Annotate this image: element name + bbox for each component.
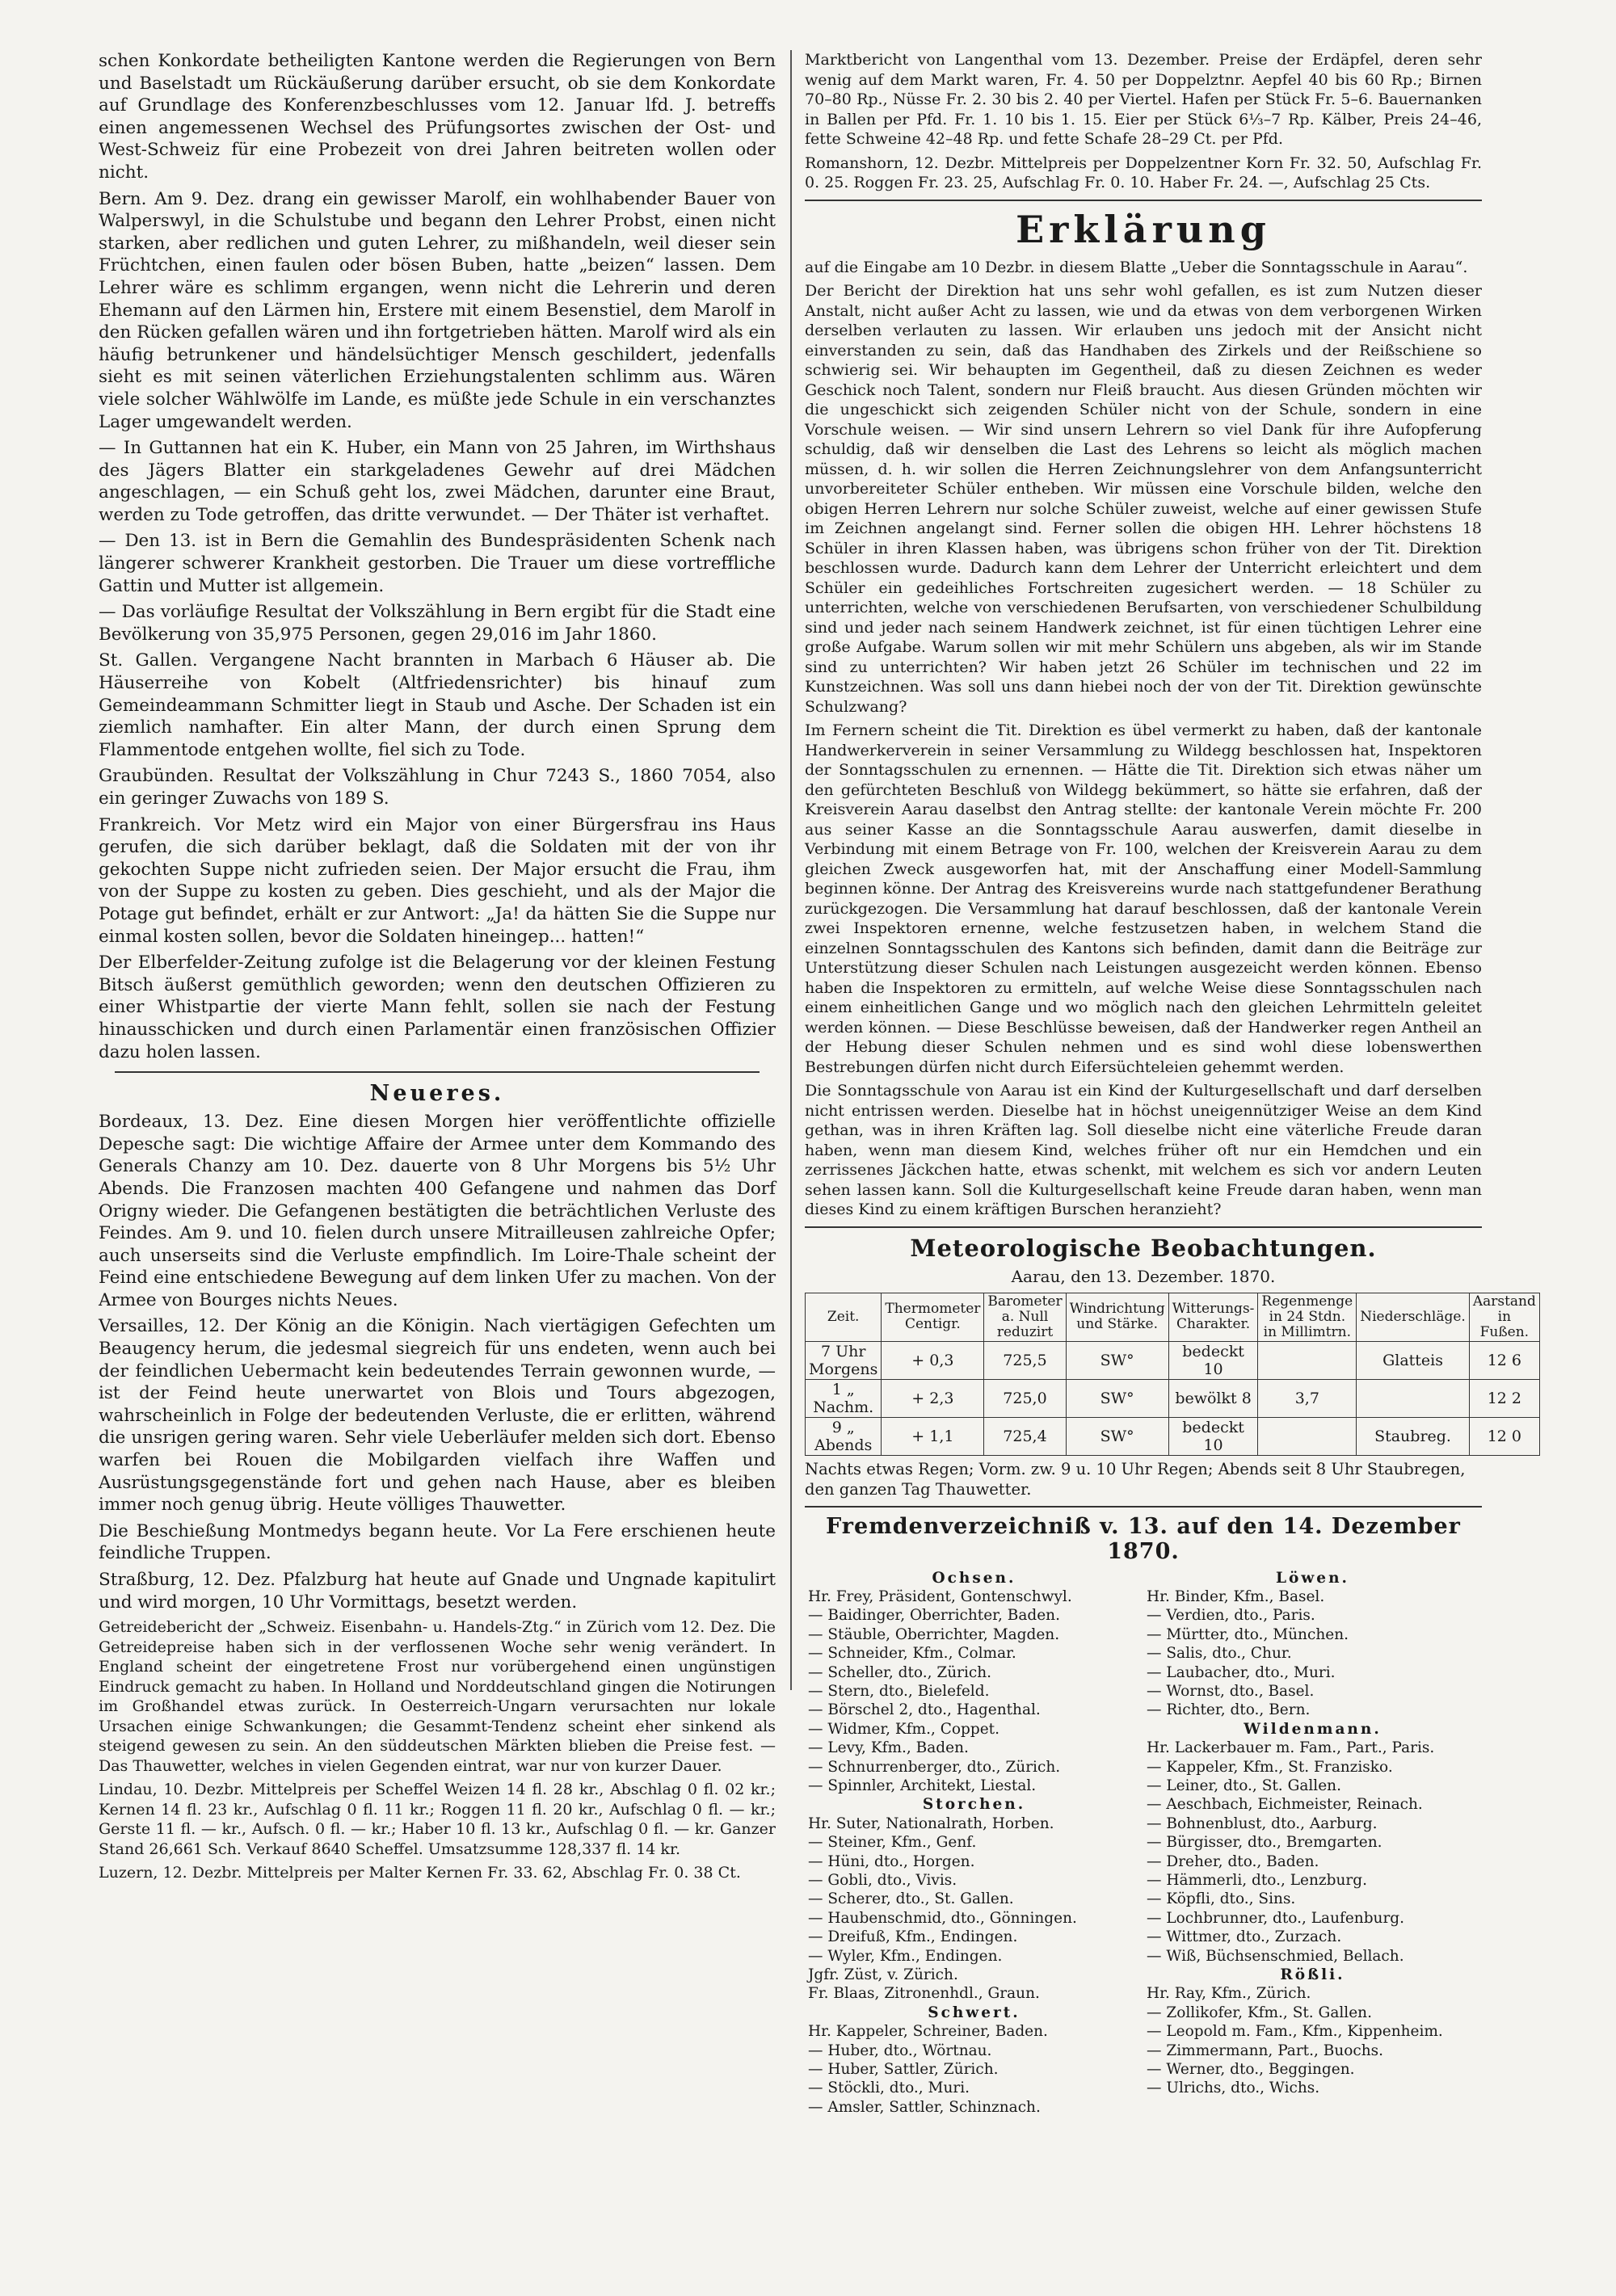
meteorology-table-body	[806, 1341, 1540, 1455]
table-cell	[1258, 1341, 1357, 1379]
guest-entry: — Wyler, Kfm., Endingen.	[808, 1947, 1003, 1965]
guest-entry: — Levy, Kfm., Baden.	[808, 1739, 969, 1757]
hotel-name: Rößli.	[1280, 1966, 1345, 1984]
paragraph: Straßburg, 12. Dez. Pfalzburg hat heute auf Gnade und Ungnade kapitulirt und wird morgen, 10 Uhr Vormittags, besetzt werden.	[99, 1570, 776, 1613]
guest-entry: — Scherer, dto., St. Gallen.	[808, 1890, 1014, 1908]
table-row	[806, 1379, 1540, 1417]
paragraph: auf die Eingabe am 10 Dezbr. in diesem Blatte „Ueber die Sonntagsschule in Aarau“.	[805, 258, 1468, 276]
paragraph: — Das vorläufige Resultat der Volkszählung in Bern ergibt für die Stadt eine Bevölkerung von 35,975 Personen, gegen 29,016 im Jahr 1860.	[99, 602, 776, 645]
guest-entry: — Börschel 2, dto., Hagenthal.	[808, 1701, 1041, 1719]
paragraph: Luzern, 12. Dezbr. Mittelpreis per Malter Kernen Fr. 33. 62, Abschlag Fr. 0. 38 Ct.	[99, 1864, 741, 1882]
paragraph: — Den 13. ist in Bern die Gemahlin des Bundespräsidenten Schenk nach längerer schwerer Krankheit gestorben. Die Trauer um diese vortreffliche Gattin und Mutter ist allgemein.	[99, 531, 776, 596]
meteorology-note: Nachts etwas Regen; Vorm. zw. 9 u. 10 Uhr Regen; Abends seit 8 Uhr Staubregen, den ganzen Tag Thauwetter.	[805, 1459, 1466, 1499]
table-header-cell: Barometer a. Null reduzirt	[984, 1293, 1066, 1341]
divider	[115, 1071, 760, 1073]
guest-entry: — Stern, dto., Bielefeld.	[808, 1682, 990, 1700]
paragraph: Graubünden. Resultat der Volkszählung in Chur 7243 S., 1860 7054, also ein geringer Zuwachs von 189 S.	[99, 766, 776, 809]
meteorology-subheading: Aarau, den 13. Dezember. 1870.	[1011, 1266, 1276, 1286]
guest-entry: Jgfr. Züst, v. Zürich.	[808, 1966, 958, 1984]
paragraph: Bern. Am 9. Dez. drang ein gewisser Marolf, ein wohlhabender Bauer von Walperswyl, in die Schulstube und begann den Lehrer Probst, einen nicht starken, aber redlichen und guten Lehrer, zu mißhandeln, weil dieser sein Früchtchen, einen faulen oder bösen Buben, hatte „beizen“ lassen. Dem Lehrer wäre es schlimm ergangen, wenn nicht die Lehrerin und deren Ehemann auf den Lärmen hin, Erstere mit einem Besenstiel, dem Marolf in den Rücken gefallen wären und ihn fortgetrieben hätten. Marolf wird als ein häufig betrunkener und händelsüchtiger Mensch geschildert, jedenfalls sieht es mit seinen väterlichen Erziehungstalenten schlimm aus. Wären viele solcher Wählwölfe im Lande, es müßte jede Schule in ein verschanztes Lager umgewandelt werden.	[99, 188, 776, 432]
hotel-name: Ochsen.	[932, 1569, 1016, 1587]
guest-entry: — Laubacher, dto., Muri.	[1147, 1663, 1336, 1681]
guest-entry: — Amsler, Sattler, Schinznach.	[808, 2098, 1041, 2116]
hotel-name: Wildenmann.	[1244, 1720, 1382, 1738]
paragraph: Frankreich. Vor Metz wird ein Major von einer Bürgersfrau ins Haus gerufen, die sich darüber beklagt, daß die Soldaten mit der von ihr gekochten Suppe nicht zufrieden seien. Der Major ersucht die Frau, ihm von der Suppe zu kosten zu geben. Dies geschieht, und als der Major die Potage gut befindet, erhält er zur Antwort: „Ja! da hätten Sie die Suppe nur einmal kosten sollen, bevor die Soldaten hineingep... hatten!“	[99, 814, 776, 947]
guest-entry: Hr. Suter, Nationalrath, Horben.	[808, 1815, 1054, 1832]
table-header-cell: Regenmenge in 24 Stdn. in Millimtrn.	[1258, 1293, 1357, 1341]
table-header-cell: Aarstand in Fußen.	[1469, 1293, 1539, 1341]
market-report-paragraphs	[99, 1617, 776, 1883]
table-cell: 1 „ Nachm.	[806, 1379, 882, 1417]
guest-entry: — Schneider, Kfm., Colmar.	[808, 1645, 1016, 1663]
guest-entry: — Stöckli, dto., Muri.	[808, 2079, 970, 2097]
meteorology-heading: Meteorologische Beobachtungen.	[910, 1234, 1377, 1262]
guest-entry: — Salis, dto., Chur.	[1147, 1645, 1292, 1663]
table-cell	[1357, 1379, 1470, 1417]
guest-entry: — Lochbrunner, dto., Laufenburg.	[1147, 1909, 1405, 1927]
paragraph: Versailles, 12. Der König an die Königin. Nach viertägigen Gefechten um Beaugency herum, die jedesmal siegreich für uns endeten, wenn auch bei der feindlichen Uebermacht kein bedeutendes Terrain gewonnen wurde, — ist der Feind heute unerwartet von Blois und Tours abgezogen, wahrscheinlich in Folge der bedeutenden Verluste, die er erlitten, während die unsrigen gering waren. Sehr viele Ueberläufer melden sich dort. Ebenso warfen bei Rouen die Mobilgarden vielfach ihre Waffen und Ausrüstungsgegenstände fort und gehen nach Hause, aber es bleiben immer noch genug übrig. Heute völliges Thauwetter.	[99, 1316, 776, 1516]
table-cell: 3,7	[1258, 1379, 1357, 1417]
guest-entry: — Gobli, dto., Vivis.	[808, 1872, 957, 1889]
divider	[805, 1506, 1482, 1508]
table-cell: 12 0	[1469, 1417, 1539, 1455]
right-column	[805, 50, 1536, 2116]
table-header-cell: Witterungs-Charakter.	[1168, 1293, 1258, 1341]
guest-entry: — Hämmerli, dto., Lenzburg.	[1147, 1872, 1367, 1889]
table-cell: 725,4	[984, 1417, 1066, 1455]
paragraph: — In Guttannen hat ein K. Huber, ein Mann von 25 Jahren, im Wirthshaus des Jägers Blatter ein starkgeladenes Gewehr auf drei Mädchen angeschlagen, — ein Schuß geht los, zwei Mädchen, darunter eine Braut, werden zu Tode getroffen, das dritte verwundet. — Der Thäter ist verhaftet.	[99, 438, 776, 525]
table-header-cell: Windrichtung und Stärke.	[1066, 1293, 1168, 1341]
table-cell: bedeckt 10	[1168, 1417, 1258, 1455]
guest-entry: — Mürtter, dto., München.	[1147, 1625, 1349, 1643]
guest-entry: — Stäuble, Oberrichter, Magden.	[808, 1625, 1060, 1643]
table-header-cell: Thermometer Centigr.	[882, 1293, 984, 1341]
table-cell: + 1,1	[882, 1417, 984, 1455]
guest-entry: — Scheller, dto., Zürich.	[808, 1663, 992, 1681]
guest-list-right	[1143, 1569, 1482, 2117]
table-cell: bedeckt 10	[1168, 1341, 1258, 1379]
paragraph: Der Bericht der Direktion hat uns sehr wohl gefallen, es ist zum Nutzen dieser Anstalt, nicht außer Acht zu lassen, wie und da etwas von dem verborgenen Wirken derselben verlauten zu lassen. Wir erlauben uns jedoch mit der Ansicht nicht einverstanden zu sein, daß das Handhaben des Zirkels und der Reißschiene so schwierig sei. Wir behaupten im Gegentheil, daß zu diesen Zeichnen es weder Geschick noch Talent, sondern nur Fleiß braucht. Aus diesen Gründen möchten wir die ungeschickt sich zeigenden Schüler nicht von der Schule, sondern in eine Vorschule weisen. — Wir sind unsern Lehrern so viel Dank für ihre Aufopferung schuldig, daß wir denselben die Last des Lehrens so leicht als möglich machen müssen, d. h. wir sollen die Herren Zeichnungslehrer von dem Anfangsunterricht unvorbereiteter Schüler entheben. Wir müssen eine Vorschule bilden, welche den obigen Herren Lehrern nur solche Schüler zuweist, welche auf einer gewissen Stufe im Zeichnen angelangt sind. Ferner sollen die obigen HH. Lehrer höchstens 18 Schüler in ihren Klassen haben, was übrigens schon früher von der Tit. Direktion beschlossen wurde. Dadurch kann dem Lehrer der Unterricht erleichtert und dem Schüler ein gedeihliches Fortschreiten zugesichert werden. — 18 Schüler zu unterrichten, welche von verschiedenen Berufsarten, von verschiedener Schulbildung sind und jeder nach seinem Handwerk zeichnet, ist für einen tüchtigen Lehrer eine große Aufgabe. Warum sollen wir mit mehr Schülern uns abgeben, als wir im Stande sind zu unterrichten? Wir haben jetzt 26 Schüler im technischen und 22 im Kunstzeichnen. Was soll uns dann hiebei noch der von der Tit. Direktion gewünschte Schulzwang?	[805, 282, 1482, 716]
guest-entry: — Leopold m. Fam., Kfm., Kippenheim.	[1147, 2023, 1443, 2041]
guest-entry: — Aeschbach, Eichmeister, Reinach.	[1147, 1796, 1423, 1814]
erklaerung-paragraphs	[805, 258, 1482, 1220]
erklaerung-heading: Erklärung	[1016, 207, 1271, 251]
table-cell: SW°	[1066, 1341, 1168, 1379]
table-cell: + 0,3	[882, 1341, 984, 1379]
paragraph: St. Gallen. Vergangene Nacht brannten in Marbach 6 Häuser ab. Die Häuserreihe von Kobelt (Altfriedensrichter) bis hinauf zum Gemeindeammann Schmitter liegt in Staub und Asche. Der Schaden ist ein ziemlich namhafter. Ein alter Mann, der durch einen Sprung dem Flammentode entgehen wollte, fiel sich zu Tode.	[99, 650, 776, 760]
guest-entry: — Widmer, Kfm., Coppet.	[808, 1720, 999, 1738]
meteorology-table	[805, 1293, 1540, 1456]
table-cell: Staubreg.	[1357, 1417, 1470, 1455]
guest-entry: — Dreifuß, Kfm., Endingen.	[808, 1928, 1018, 1946]
hotel-name: Schwert.	[928, 2004, 1021, 2021]
guest-entry: — Wittmer, dto., Zurzach.	[1147, 1928, 1342, 1946]
guest-entry: Hr. Lackerbauer m. Fam., Part., Paris.	[1147, 1739, 1435, 1757]
meteorology-header-row	[806, 1293, 1540, 1341]
neueres-heading: Neueres.	[369, 1081, 505, 1107]
guest-entry: — Hüni, dto., Horgen.	[808, 1852, 975, 1870]
guest-entry: — Schnurrenberger, dto., Zürich.	[808, 1758, 1061, 1776]
guest-entry: — Wornst, dto., Basel.	[1147, 1682, 1315, 1700]
hotel-name: Storchen.	[922, 1796, 1026, 1814]
paragraph: Die Sonntagsschule von Aarau ist ein Kind der Kulturgesellschaft und darf derselben nicht entrissen werden. Dieselbe hat in höchst uneigennütziger Weise an dem Kind gethan, was in ihren Kräften lag. Soll dieselbe nicht eine väterliche Freude daran haben, wenn man diesem Kind, welches früher oft nur ein Hemdchen und ein zerrissenes Jäckchen hatte, etwas schenkt, mit welchem es sich vor andern Leuten sehen lassen kann. Soll die Kulturgesellschaft keine Freude daran haben, wenn man dieses Kind zu einem kräftigen Burschen heranzieht?	[805, 1082, 1482, 1218]
guest-entry: — Steiner, Kfm., Genf.	[808, 1834, 977, 1852]
neueres-paragraphs	[99, 1111, 776, 1613]
guest-entry: — Bohnenblust, dto., Aarburg.	[1147, 1815, 1378, 1832]
guest-entry: — Bürgisser, dto., Bremgarten.	[1147, 1834, 1382, 1852]
guest-entry: Fr. Blaas, Zitronenhdl., Graun.	[808, 1985, 1040, 2003]
guest-entry: Hr. Ray, Kfm., Zürich.	[1147, 1985, 1311, 2003]
paragraph: Bordeaux, 13. Dez. Eine diesen Morgen hier veröffentlichte offizielle Depesche sagt: Die wichtige Affaire der Armee unter dem Kommando des Generals Chanzy am 10. Dez. dauerte von 8 Uhr Morgens bis 5½ Uhr Abends. Die Franzosen machten 400 Gefangene und nahmen das Dorf Origny wieder. Die Gefangenen bestätigten die beträchtlichen Verluste des Feindes. Am 9. und 10. fielen durch unsere Mitrailleusen zahlreiche Opfer; auch unserseits sind die Verluste empfindlich. Im Loire-Thale scheint der Feind eine entschiedene Bewegung auf dem linken Ufer zu machen. Von der Armee von Bourges nichts Neues.	[99, 1112, 776, 1310]
guest-entry: Hr. Binder, Kfm., Basel.	[1147, 1587, 1325, 1605]
guest-entry: — Kappeler, Kfm., St. Franzisko.	[1147, 1758, 1393, 1776]
table-row	[806, 1341, 1540, 1379]
table-cell	[1258, 1417, 1357, 1455]
table-cell: 12 2	[1469, 1379, 1539, 1417]
left-column	[99, 50, 776, 1882]
left-news-paragraphs	[99, 50, 776, 1063]
table-cell: 725,0	[984, 1379, 1066, 1417]
table-cell: SW°	[1066, 1379, 1168, 1417]
table-header-cell: Niederschläge.	[1357, 1293, 1470, 1341]
guest-entry: — Verdien, dto., Paris.	[1147, 1607, 1315, 1625]
column-rule	[790, 50, 792, 1690]
paragraph: Getreidebericht der „Schweiz. Eisenbahn- u. Handels-Ztg.“ in Zürich vom 12. Dez. Die Getreidepreise haben sich in der verflossenen Woche sehr wenig verändert. In England scheint der eingetretene Frost nur vorübergehend einen ungünstigen Eindruck gemacht zu haben. In Holland und Norddeutschland gingen die Notirungen im Großhandel etwas zurück. In Oesterreich-Ungarn verursachten nur lokale Ursachen einige Schwankungen; die Gesammt-Tendenz scheint eher sinkend als steigend gewesen zu sein. An den süddeutschen Märkten blieben die Preise fest. — Das Thauwetter, welches in vielen Gegenden eintrat, war nur von kurzer Dauer.	[99, 1618, 776, 1775]
table-cell: 9 „ Abends	[806, 1417, 882, 1455]
guest-list	[805, 1569, 1482, 2117]
guest-entry: — Ulrichs, dto., Wichs.	[1147, 2079, 1320, 2097]
divider	[805, 1226, 1482, 1228]
table-cell: SW°	[1066, 1417, 1168, 1455]
table-cell: 12 6	[1469, 1341, 1539, 1379]
table-row	[806, 1417, 1540, 1455]
guest-entry: Hr. Frey, Präsident, Gontenschwyl.	[808, 1587, 1072, 1605]
guest-entry: Hr. Kappeler, Schreiner, Baden.	[808, 2023, 1048, 2041]
table-cell: Glatteis	[1357, 1341, 1470, 1379]
paragraph: Im Fernern scheint die Tit. Direktion es übel vermerkt zu haben, daß der kantonale Handwerkerverein in seiner Versammlung zu Wildegg beschlossen hat, Inspektoren der Sonntagsschulen zu ernennen. — Hätte die Tit. Direktion sich etwas näher um den gefürchteten Beschluß von Wildegg bekümmert, so hätte sie erfahren, daß der Kreisverein Aarau daselbst den Antrag stellte: der kantonale Verein möchte Fr. 200 aus seiner Kasse an die Sonntagsschule Aarau auswerfen, damit dieselbe in Verbindung mit einem Betrage von Fr. 100, welchen der Kreisverein Aarau zu dem gleichen Zweck ausgeworfen hat, mit der Anschaffung einer Modell-Sammlung beginnen könne. Der Antrag des Kreisvereins wurde nach stattgefundener Berathung zurückgezogen. Die Versammlung hat darauf beschlossen, daß der kantonale Verein zwei Inspektoren ernenne, welche festzusetzen haben, in welchem Stand die einzelnen Sonntagsschulen des Kantons sich befinden, damit dann die Beiträge zur Unterstützung dieser Schulen nach Leistungen ausgezeicht werden können. Ebenso haben die Inspektoren zu ermitteln, auf welche Weise diese Sonntagsschulen nach einem einheitlichen Gange und wo möglich nach den gleichen Lehrmitteln geleitet werden können. — Diese Beschlüsse beweisen, daß der Handwerker regen Antheil an der Hebung dieser Schulen nehmen und es sind wohl diese lobenswerthen Bestrebungen dürfen nicht durch Eifersüchteleien gehemmt werden.	[805, 721, 1482, 1076]
paragraph: Der Elberfelder-Zeitung zufolge ist die Belagerung vor der kleinen Festung Bitsch äußerst gemüthlich geworden; wenn den deutschen Offizieren zu einer Whistpartie der vierte Mann fehlt, sollen sie nach der Festung hinausschicken und durch einen Parlamentär einen französischen Offizier dazu holen lassen.	[99, 952, 776, 1062]
guest-list-left	[805, 1569, 1143, 2117]
guest-entry: — Haubenschmid, dto., Gönningen.	[808, 1909, 1077, 1927]
paragraph: Romanshorn, 12. Dezbr. Mittelpreis per Doppelzentner Korn Fr. 32. 50, Aufschlag Fr. 0. 25. Roggen Fr. 23. 25, Aufschlag Fr. 0. 10. Haber Fr. 24. —, Aufschlag 25 Cts.	[805, 153, 1482, 191]
table-cell: bewölkt 8	[1168, 1379, 1258, 1417]
guest-entry: — Dreher, dto., Baden.	[1147, 1852, 1319, 1870]
guest-entry: — Wiß, Büchsenschmied, Bellach.	[1147, 1947, 1404, 1965]
guest-entry: — Spinnler, Architekt, Liestal.	[808, 1777, 1037, 1794]
guest-entry: — Leiner, dto., St. Gallen.	[1147, 1777, 1341, 1794]
guest-entry: — Baidinger, Oberrichter, Baden.	[808, 1607, 1060, 1625]
table-cell: 7 Uhr Morgens	[806, 1341, 882, 1379]
paragraph: schen Konkordate betheiligten Kantone werden die Regierungen von Bern und Baselstadt um Rückäußerung darüber ersucht, ob sie dem Konkordate auf Grundlage des Konferenzbeschlusses vom 12. Januar lfd. J. betreffs einen angemessenen Wechsel des Prüfungsortes zwischen der Ost- und West-Schweiz für eine Probezeit von drei Jahren beitreten wollen oder nicht.	[99, 51, 776, 183]
guest-list-heading: Fremdenverzeichniß v. 13. auf den 14. Dezember 1870.	[826, 1513, 1461, 1564]
divider	[805, 200, 1482, 201]
paragraph: Die Beschießung Montmedys begann heute. Vor La Fere erschienen heute feindliche Truppen.	[99, 1520, 776, 1564]
guest-entry: — Köpfli, dto., Sins.	[1147, 1890, 1296, 1908]
hotel-name: Löwen.	[1276, 1569, 1349, 1587]
guest-entry: — Zollikofer, Kfm., St. Gallen.	[1147, 2004, 1372, 2021]
guest-entry: — Huber, dto., Wörtnau.	[808, 2042, 992, 2059]
paragraph: Lindau, 10. Dezbr. Mittelpreis per Scheffel Weizen 14 fl. 28 kr., Abschlag 0 fl. 02 kr.; Kernen 14 fl. 23 kr., Aufschlag 0 fl. 11 kr.; Roggen 11 fl. 20 kr., Aufschlag 0 fl. — kr.; Gerste 11 fl. — kr., Aufsch. 0 fl. — kr.; Haber 10 fl. 13 kr., Aufschlag 0 fl. — kr. Ganzer Stand 26,661 Sch. Verkauf 8640 Scheffel. Umsatzsumme 128,337 fl. 14 kr.	[99, 1781, 776, 1858]
guest-entry: — Zimmermann, Part., Buochs.	[1147, 2042, 1384, 2059]
guest-entry: — Richter, dto., Bern.	[1147, 1701, 1311, 1719]
guest-entry: — Huber, Sattler, Zürich.	[808, 2061, 999, 2079]
market-report-langenthal	[805, 50, 1482, 193]
paragraph: Marktbericht von Langenthal vom 13. Dezember. Preise der Erdäpfel, deren sehr wenig auf dem Markt waren, Fr. 4. 50 per Doppelztnr. Aepfel 40 bis 60 Rp.; Birnen 70–80 Rp., Nüsse Fr. 2. 30 bis 2. 40 per Viertel. Hafen per Stück Fr. 5–6. Bauernanken in Ballen per Pfd. Fr. 1. 10 bis 1. 15. Eier per Stück 6⅓–7 Rp. Kälber, Preis 24–46, fette Schweine 42–48 Rp. und fette Schafe 28–29 Ct. per Pfd.	[805, 51, 1482, 148]
guest-entry: — Werner, dto., Beggingen.	[1147, 2061, 1355, 2079]
table-header-cell: Zeit.	[806, 1293, 882, 1341]
table-cell: 725,5	[984, 1341, 1066, 1379]
table-cell: + 2,3	[882, 1379, 984, 1417]
